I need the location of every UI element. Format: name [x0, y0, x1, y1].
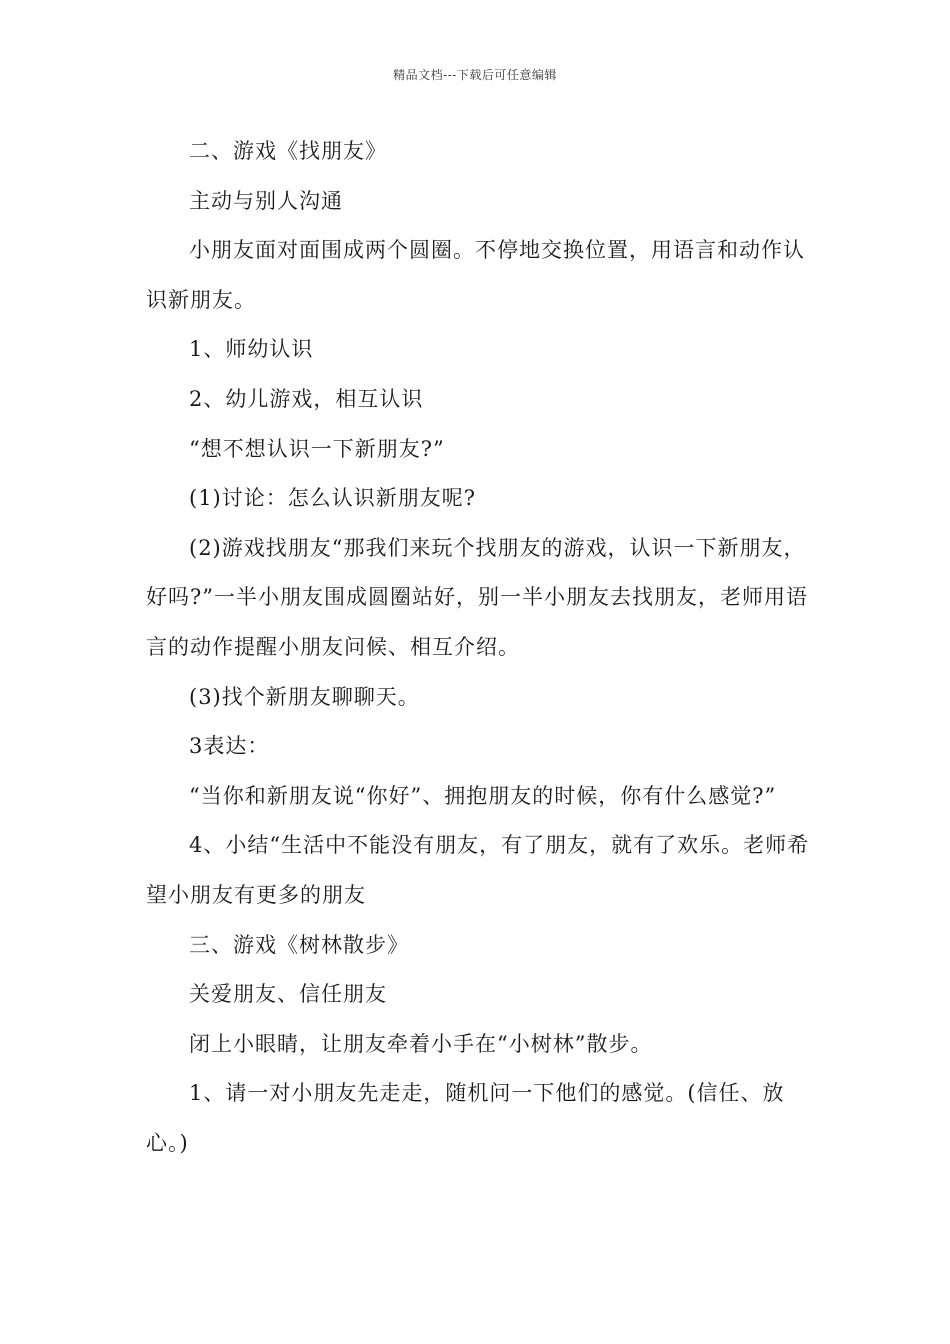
quote: “想不想认识一下新朋友?”	[189, 436, 445, 461]
paragraph: (2)游戏找朋友“那我们来玩个找朋友的游戏，认识一下新朋友，好吗?”一半小朋友围成圆圈站好，别一半小朋友去找朋友，老师用语言的动作提醒小朋友问候、相互介绍。	[146, 535, 808, 659]
list-item: (3)找个新朋友聊聊天。	[189, 684, 420, 709]
paragraph: 4、小结“生活中不能没有朋友，有了朋友，就有了欢乐。老师希望小朋友有更多的朋友	[146, 833, 810, 907]
section-heading-forest-walk: 三、游戏《树林散步》	[189, 932, 409, 957]
quote: “当你和新朋友说“你好”、拥抱朋友的时候，你有什么感觉?”	[189, 783, 777, 808]
list-item: 2、幼儿游戏，相互认识	[189, 386, 424, 411]
section-goal: 主动与别人沟通	[189, 188, 343, 213]
list-item: 1、师幼认识	[189, 337, 314, 362]
paragraph: 闭上小眼睛，让朋友牵着小手在“小树林”散步。	[189, 1031, 653, 1056]
section-heading-find-friends: 二、游戏《找朋友》	[189, 139, 387, 163]
paragraph: 小朋友面对面围成两个圆圈。不停地交换位置，用语言和动作认识新朋友。	[146, 238, 805, 312]
paragraph: 1、请一对小朋友先走走，随机问一下他们的感觉。(信任、放心。)	[146, 1081, 785, 1155]
page-header: 精品文档---下载后可任意编辑	[393, 68, 557, 82]
list-item: (1)讨论：怎么认识新朋友呢?	[189, 486, 477, 511]
document-body	[146, 127, 810, 1168]
list-item: 3表达：	[189, 734, 270, 759]
section-goal: 关爱朋友、信任朋友	[189, 982, 387, 1007]
